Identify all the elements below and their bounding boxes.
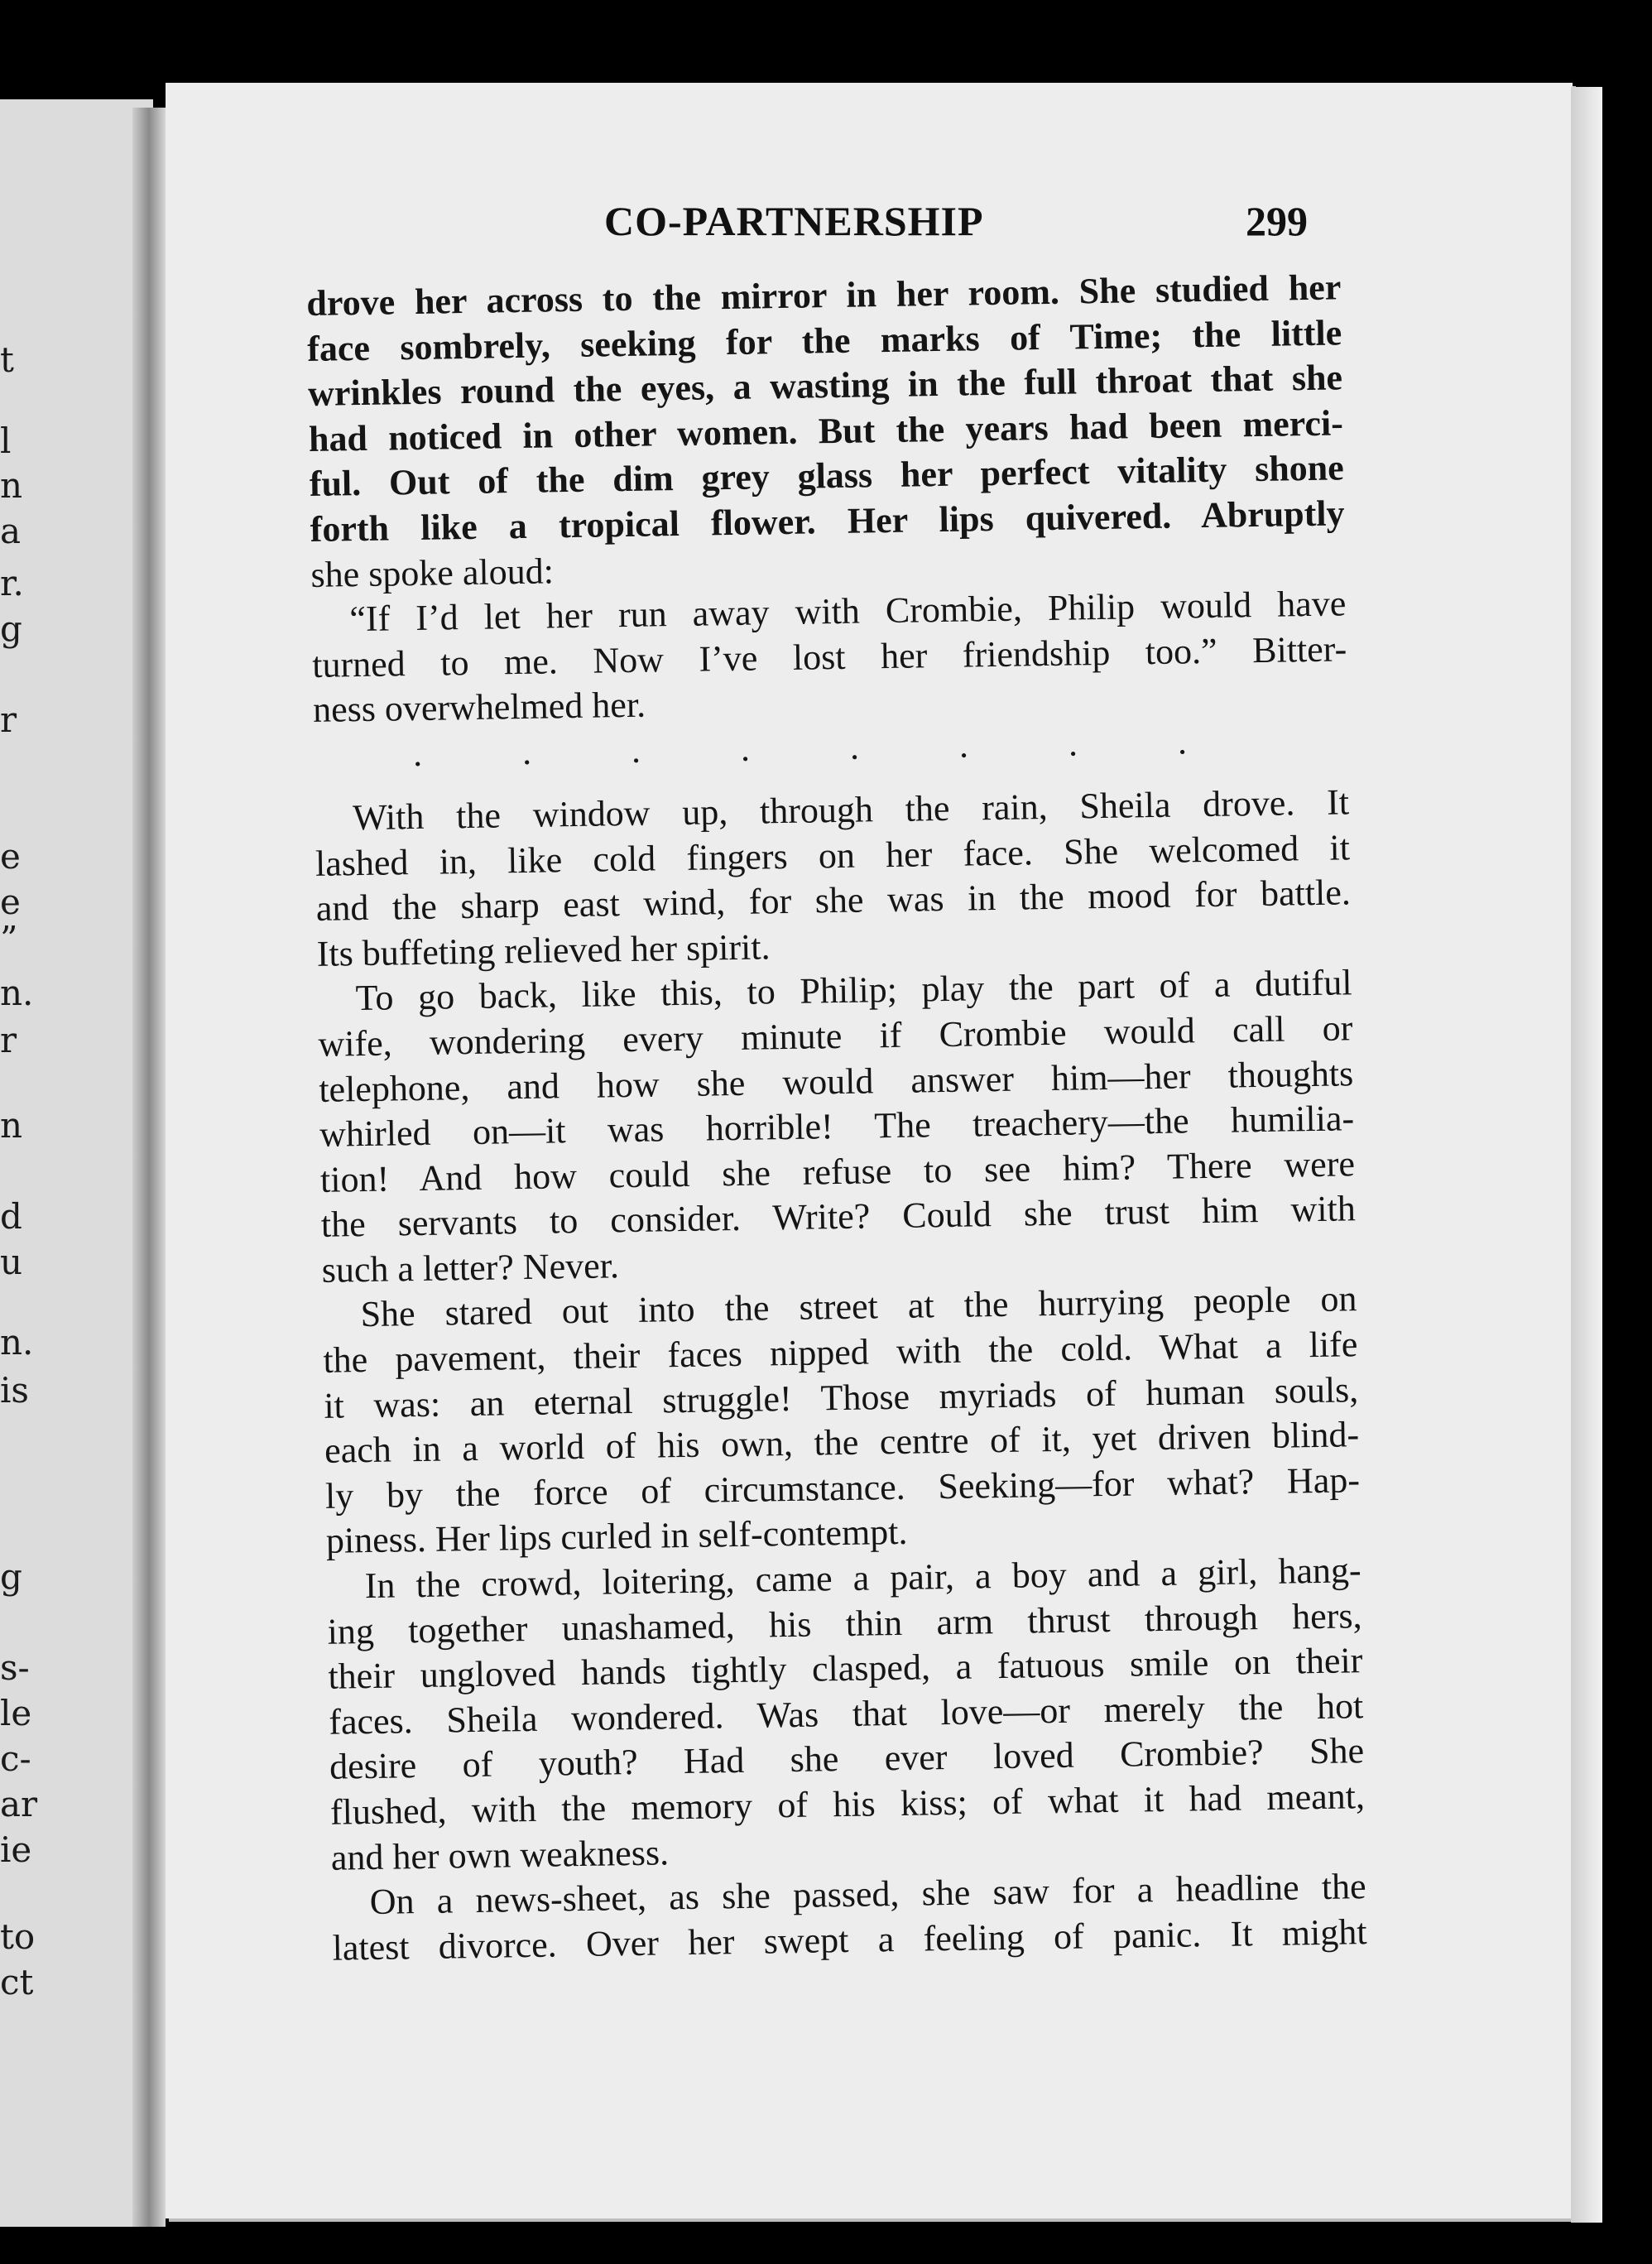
left-page-fragment: e [0,836,21,877]
text-line: flushed, with the memory of his kiss; of what it had meant, [329,1776,1366,1833]
text-line: each in a world of his own, the centre of it, yet driven blind- [324,1414,1360,1472]
text-line: had noticed in other women. But the years had been merci- [308,402,1344,459]
left-page-fragment: g [0,608,22,649]
text-line: forth like a tropical flower. Her lips quivered. Abruptly [310,493,1345,550]
left-page-fragment: n [0,465,23,506]
left-page-fragment: l [0,421,12,461]
page-number: 299 [1246,198,1308,244]
left-page-fragment: ” [0,919,18,959]
text-line: ness overwhelmed her. [312,684,646,731]
text-line: telephone, and how she would answer him—her thoughts [318,1052,1354,1110]
page-edge [1571,87,1602,2223]
left-page-fragment: ct [0,1962,34,2002]
text-line: desire of youth? Had she ever loved Crombie? She [329,1730,1365,1788]
left-page-fragment: d [0,1196,22,1237]
text-line: drove her across to the mirror in her room. She studied her [306,267,1342,324]
body-text [306,265,1367,1971]
text-line: turned to me. Now I’ve lost her friendship too.” Bitter- [311,628,1347,685]
text-line: the pavement, their faces nipped with the cold. What a life [323,1324,1358,1381]
text-line: With the window up, through the rain, Sheila drove. It [352,781,1350,839]
text-line: whirled on—it was horrible! The treachery—the humilia- [319,1098,1355,1155]
text-line: “If I’d let her run away with Crombie, Philip would have [349,583,1347,640]
text-line: ing together unashamed, his thin arm thrust through hers, [327,1594,1362,1652]
left-page-fragment: ie [0,1829,32,1870]
text-line: On a news-sheet, as she passed, she saw for a headline the [369,1866,1366,1923]
text-line: lashed in, like cold fingers on her face. She welcomed it [315,826,1351,884]
text-line: latest divorce. Over her swept a feeling of panic. It might [332,1911,1367,1968]
left-facing-page [0,99,153,2227]
left-page-fragment: to [0,1916,36,1957]
text-line: it was: an eternal struggle! Those myriads of human souls, [323,1368,1359,1426]
text-line: and her own weakness. [330,1831,670,1878]
left-page-fragment: le [0,1693,32,1733]
text-line: ful. Out of the dim grey glass her perfect vitality shone [309,447,1345,505]
text-line: piness. Her lips curled in self-contempt. [325,1512,908,1562]
text-line: faces. Sheila wondered. Was that love—or merely the hot [328,1685,1364,1742]
left-page-fragment: g [0,1556,22,1597]
left-page-fragment: r [0,699,17,740]
left-page-fragment: n [0,1105,23,1146]
left-page-fragment: t [0,339,14,380]
text-line: such a letter? Never. [321,1245,620,1291]
left-page-fragment: n. [0,1322,34,1363]
text-line: and the sharp east wind, for she was in the mood for battle. [315,872,1352,930]
left-page-fragment: r [0,1020,17,1060]
left-page-fragment: n. [0,973,34,1013]
left-page-fragment: e [0,882,21,922]
text-line: Its buffeting relieved her spirit. [316,926,771,974]
book-gutter [132,108,166,2227]
left-page-fragment: r. [0,563,24,603]
text-line: the servants to consider. Write? Could she trust him with [320,1188,1357,1246]
left-page-fragment: ar [0,1784,38,1824]
text-line: In the crowd, loitering, came a pair, a boy and a girl, hang- [364,1550,1361,1607]
text-line: tion! And how could she refuse to see him? There were [319,1142,1356,1200]
left-page-fragment: is [0,1370,29,1411]
left-page-fragment: u [0,1242,23,1282]
text-line: ly by the force of circumstance. Seeking—for what? Hap- [324,1459,1361,1517]
left-page-fragment: a [0,511,22,551]
text-line: their ungloved hands tightly clasped, a fatuous smile on their [328,1640,1363,1698]
text-line: She stared out into the street at the hurrying people on [360,1278,1357,1335]
running-title: CO-PARTNERSHIP [604,198,984,244]
text-line: To go back, like this, to Philip; play the part of a dutiful [355,962,1352,1019]
left-page-fragment: s- [0,1647,30,1688]
text-line: wife, wondering every minute if Crombie would call or [318,1007,1353,1065]
left-page-fragment: c- [0,1738,31,1779]
running-head [430,197,1308,247]
text-line: wrinkles round the eyes, a wasting in the full throat that she [307,357,1343,415]
section-break-ornament: . . . . . . . . [412,721,1188,774]
text-line: she spoke aloud: [310,550,555,595]
text-line: face sombrely, seeking for the marks of Time; the little [306,311,1342,369]
